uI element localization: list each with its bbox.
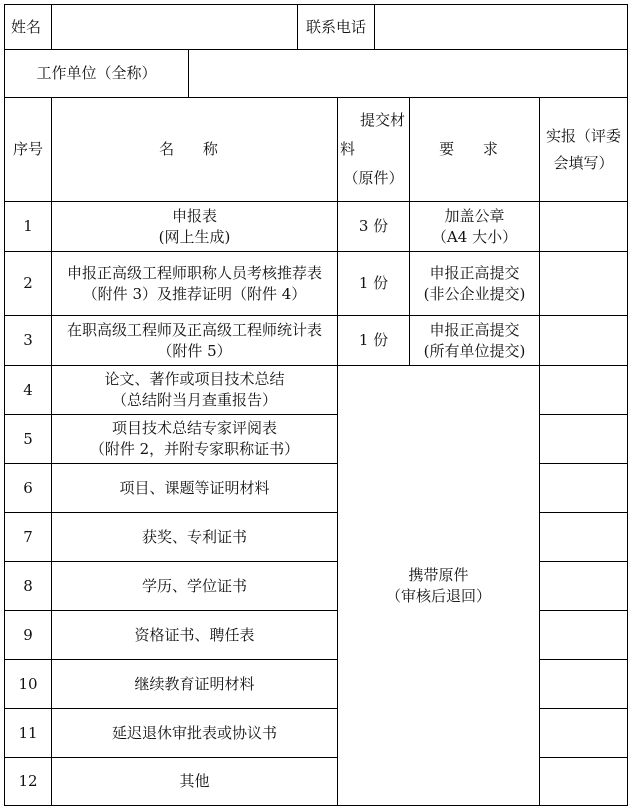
merged-note-line2: （审核后退回） [385, 586, 491, 605]
row-4-name-line2: （总结附当月查重报告） [111, 391, 277, 409]
phone-field[interactable] [374, 4, 628, 50]
col-header-requirement [409, 97, 540, 202]
row-8-seq [4, 561, 52, 611]
row-3-actual[interactable] [539, 315, 628, 366]
merged-note-line1: 携带原件 [408, 565, 469, 584]
col-header-actual-line1: 实报（评委 [545, 127, 621, 145]
phone-label [297, 4, 375, 50]
merged-original-note [337, 365, 540, 806]
row-11-name [51, 708, 338, 758]
row-3-qty-text: 1 份 [358, 331, 389, 349]
col-header-seq-text: 序号 [12, 140, 43, 158]
work-unit-label [4, 49, 189, 98]
row-10-name [51, 659, 338, 709]
row-7-name-text: 获奖、专利证书 [141, 527, 247, 546]
row-2-seq-text: 2 [23, 274, 33, 292]
row-1-requirement [409, 201, 540, 252]
row-2-actual[interactable] [539, 251, 628, 316]
row-12-name-text: 其他 [179, 772, 210, 790]
row-6-name-text: 项目、课题等证明材料 [119, 478, 270, 497]
row-3-name [51, 315, 338, 366]
col-header-actual [539, 97, 628, 202]
row-1-seq [4, 201, 52, 252]
col-header-actual-line2: 会填写） [553, 154, 614, 172]
row-2-req-line2: (非公企业提交) [423, 284, 526, 303]
row-9-seq-text: 9 [23, 625, 33, 644]
row-8-name [51, 561, 338, 611]
col-header-name-text: 名 称 [159, 140, 230, 158]
row-12-seq [4, 757, 52, 806]
row-4-actual[interactable] [539, 365, 628, 415]
row-3-qty [337, 315, 410, 366]
row-7-actual[interactable] [539, 512, 628, 562]
name-label-text: 姓名 [11, 17, 42, 36]
row-3-name-line2: （附件 5） [157, 341, 232, 360]
row-11-seq-text: 11 [18, 723, 38, 742]
row-5-seq [4, 414, 52, 464]
row-11-seq [4, 708, 52, 758]
row-10-seq [4, 659, 52, 709]
row-2-req-line1: 申报正高提交 [429, 263, 520, 282]
row-2-name-line1: 申报正高级工程师职称人员考核推荐表 [66, 263, 322, 282]
row-5-name [51, 414, 338, 464]
row-7-name [51, 512, 338, 562]
row-12-seq-text: 12 [18, 772, 38, 790]
row-8-actual[interactable] [539, 561, 628, 611]
row-4-seq [4, 365, 52, 415]
col-header-requirement-text: 要 求 [439, 140, 510, 158]
col-header-material-line2: 料 [340, 140, 356, 158]
row-5-seq-text: 5 [23, 429, 33, 448]
row-3-requirement [409, 315, 540, 366]
row-1-qty-text: 3 份 [358, 217, 389, 235]
row-1-actual[interactable] [539, 201, 628, 252]
row-1-name [51, 201, 338, 252]
row-5-actual[interactable] [539, 414, 628, 464]
col-header-material-line3: （原件） [343, 169, 404, 187]
row-1-qty [337, 201, 410, 252]
row-9-name-text: 资格证书、聘任表 [134, 625, 255, 644]
row-2-qty [337, 251, 410, 316]
col-header-seq [4, 97, 52, 202]
row-10-actual[interactable] [539, 659, 628, 709]
row-2-name-line2: （附件 3）及推荐证明（附件 4） [82, 284, 307, 303]
row-11-name-text: 延迟退休审批表或协议书 [111, 723, 277, 742]
row-11-actual[interactable] [539, 708, 628, 758]
row-3-seq-text: 3 [23, 331, 33, 349]
row-4-seq-text: 4 [23, 380, 33, 399]
row-4-name [51, 365, 338, 415]
row-1-name-line2: (网上生成) [158, 227, 231, 246]
row-1-req-line2: （A4 大小） [431, 227, 518, 246]
row-9-seq [4, 610, 52, 660]
row-6-actual[interactable] [539, 463, 628, 513]
work-unit-field[interactable] [188, 49, 628, 98]
row-4-name-line1: 论文、著作或项目技术总结 [104, 370, 285, 388]
col-header-material [337, 97, 410, 202]
row-6-seq [4, 463, 52, 513]
row-8-seq-text: 8 [23, 576, 33, 595]
row-3-name-line1: 在职高级工程师及正高级工程师统计表 [66, 320, 322, 339]
row-9-actual[interactable] [539, 610, 628, 660]
row-5-name-line1: 项目技术总结专家评阅表 [111, 419, 277, 437]
row-3-req-line1: 申报正高提交 [429, 320, 520, 339]
row-2-requirement [409, 251, 540, 316]
row-9-name [51, 610, 338, 660]
name-field[interactable] [51, 4, 298, 50]
row-12-name [51, 757, 338, 806]
row-7-seq-text: 7 [23, 527, 33, 546]
col-header-material-line1: 提交材 [359, 111, 405, 129]
row-6-name [51, 463, 338, 513]
phone-label-text: 联系电话 [305, 17, 366, 36]
row-2-seq [4, 251, 52, 316]
row-2-qty-text: 1 份 [358, 274, 389, 292]
row-2-name [51, 251, 338, 316]
col-header-name [51, 97, 338, 202]
row-1-name-line1: 申报表 [171, 206, 217, 225]
row-10-seq-text: 10 [18, 674, 38, 693]
row-6-seq-text: 6 [23, 478, 33, 497]
row-1-req-line1: 加盖公章 [444, 206, 505, 225]
row-5-name-line2: （附件 2，并附专家职称证书） [89, 440, 300, 458]
row-1-seq-text: 1 [23, 217, 33, 235]
work-unit-label-text: 工作单位（全称） [36, 64, 157, 82]
row-12-actual[interactable] [539, 757, 628, 806]
row-10-name-text: 继续教育证明材料 [134, 674, 255, 693]
row-7-seq [4, 512, 52, 562]
row-3-req-line2: (所有单位提交) [423, 341, 526, 360]
row-8-name-text: 学历、学位证书 [141, 576, 247, 595]
name-label [4, 4, 52, 50]
row-3-seq [4, 315, 52, 366]
